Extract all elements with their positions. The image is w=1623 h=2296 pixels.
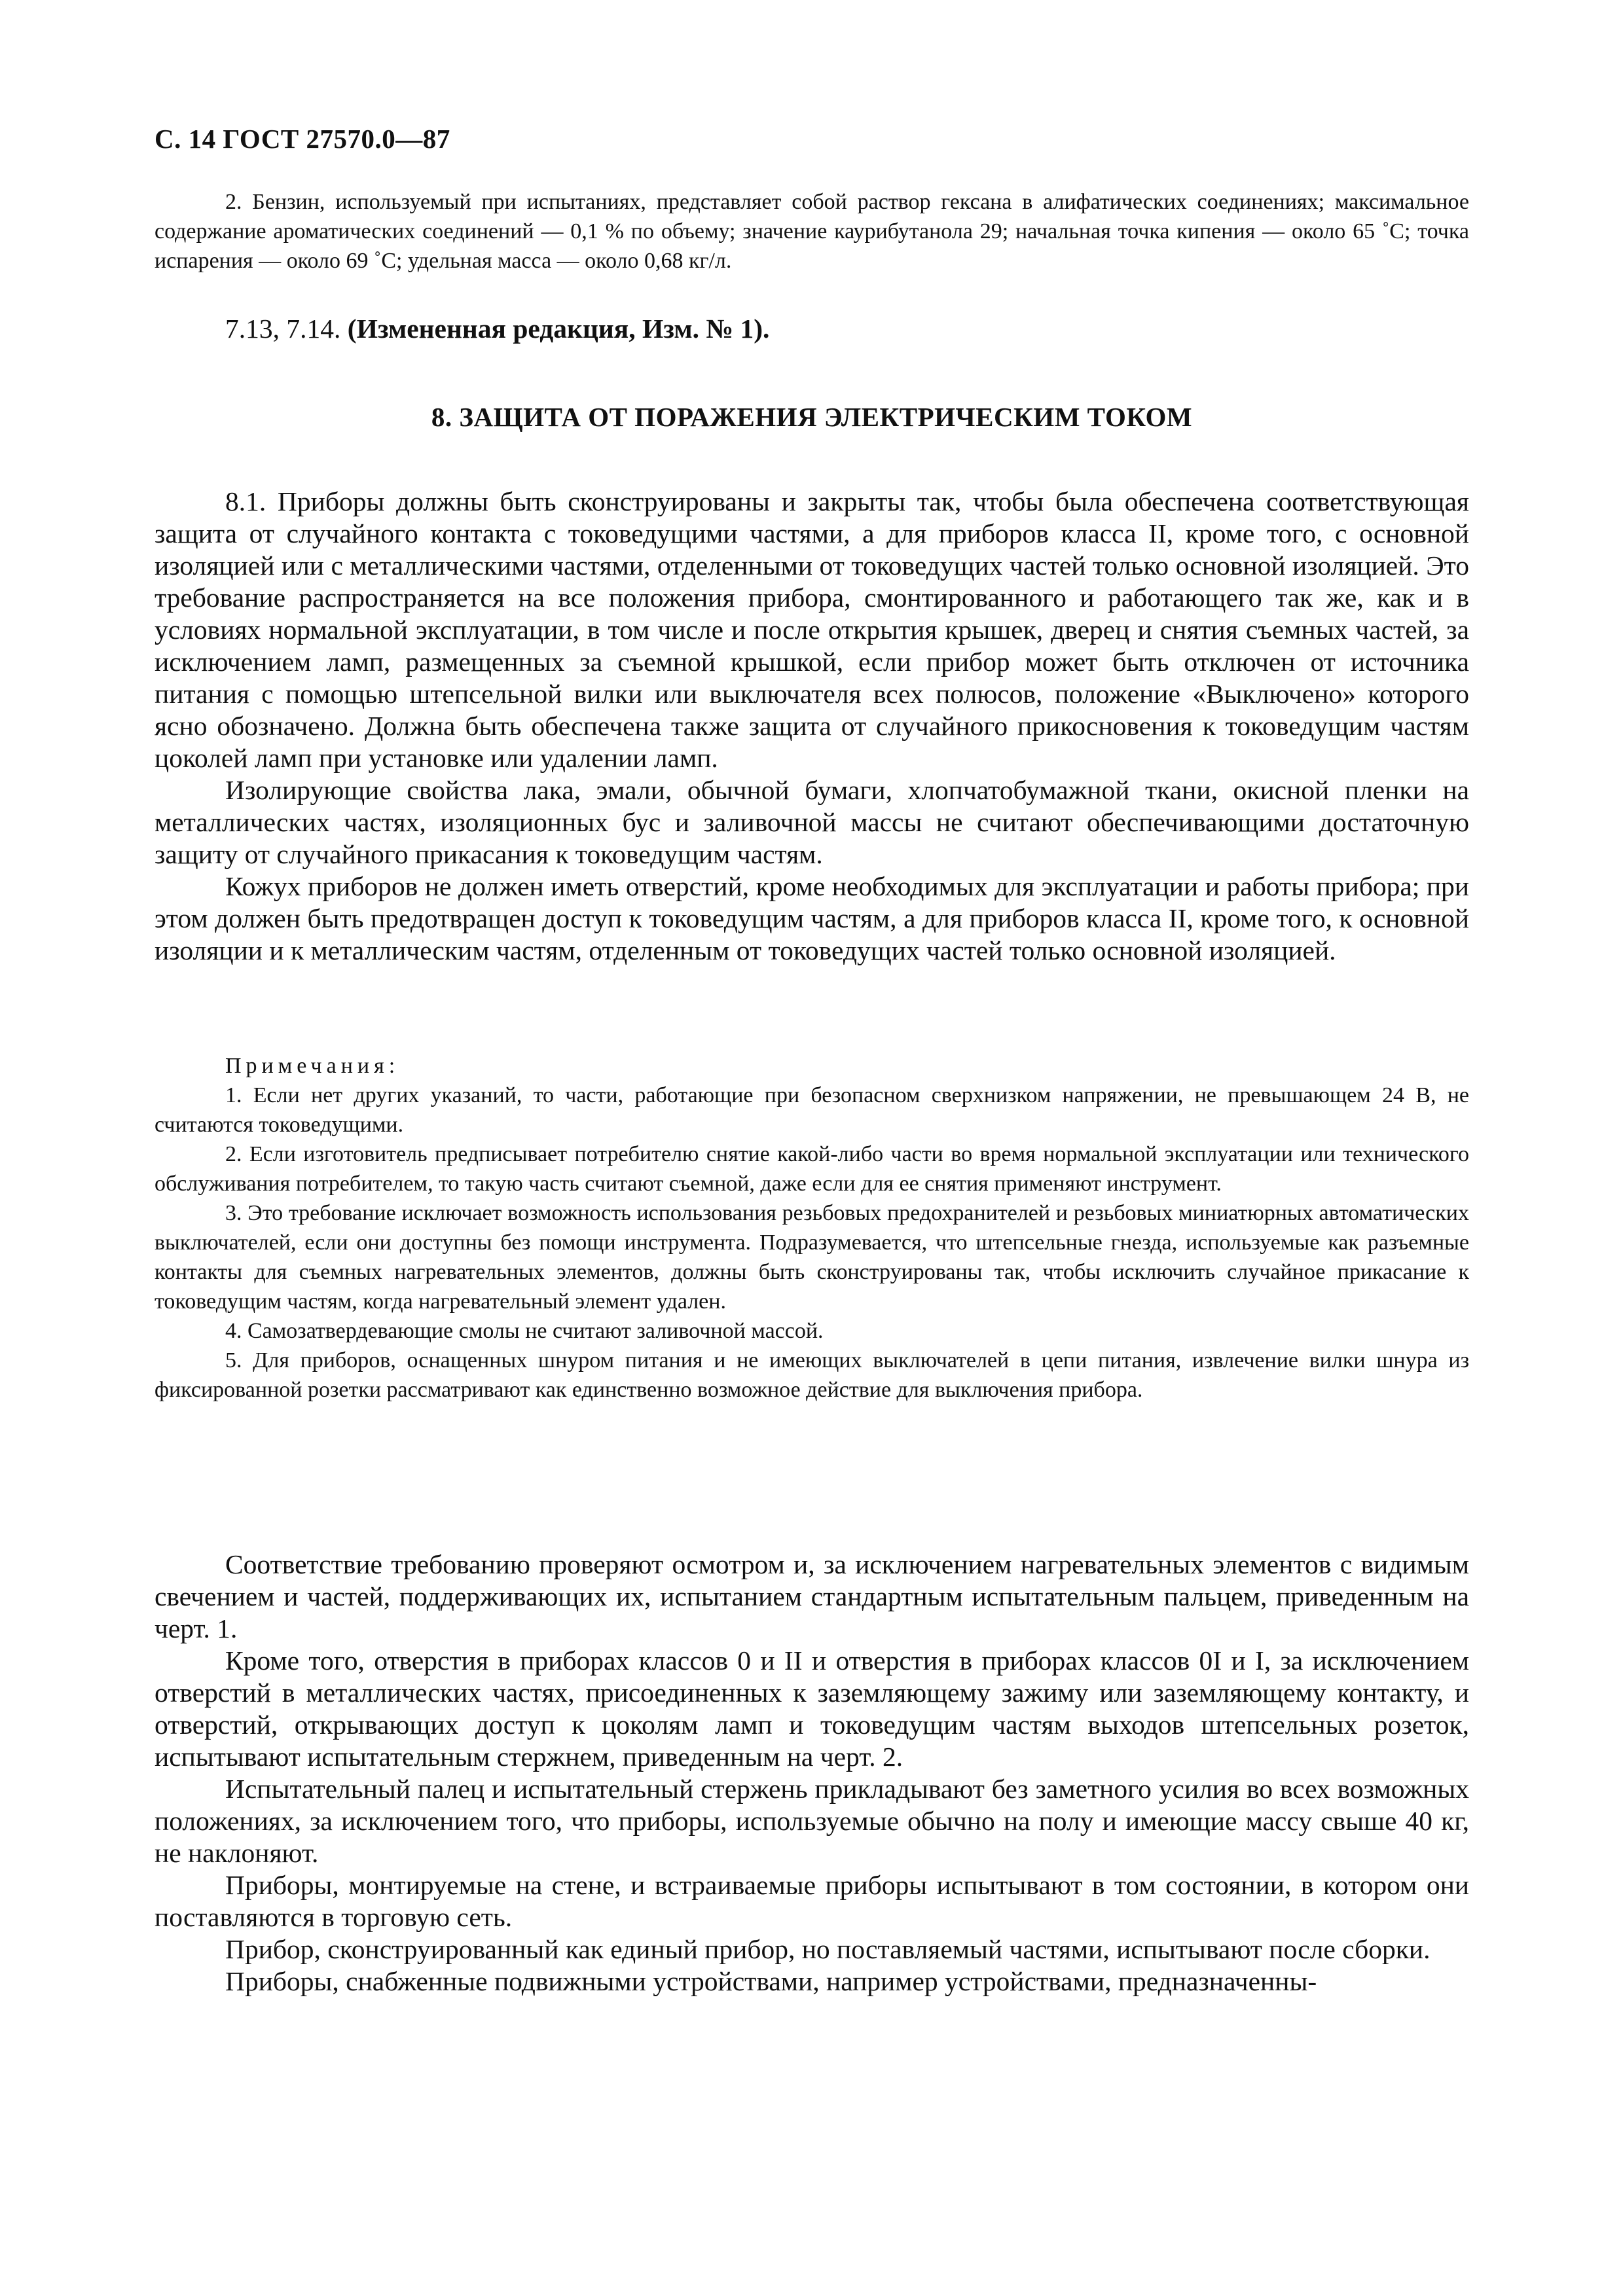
compliance-paragraph: Приборы, снабженные подвижными устройствами, например устройствами, предназначенны-	[225, 1966, 1317, 1996]
compliance-paragraph: Кроме того, отверстия в приборах классов 0 и II и отверстия в приборах классов 0I и I, за исключением отверстий в металлических частях, присоединенных к заземляющему зажиму или заземляющему контакту, и отверстий, открывающих доступ к цоколям ламп и токоведущим частям выходов штепсельных розеток, испытывают испытательным стержнем, приведенным на черт. 2.	[155, 1645, 1469, 1772]
note-item: 5. Для приборов, оснащенных шнуром питания и не имеющих выключателей в цепи питания, извлечение вилки шнура из фиксированной розетки рассматривают как единственно возможное действие для выключения прибора.	[155, 1348, 1469, 1402]
compliance-paragraph: Прибор, сконструированный как единый прибор, но поставляемый частями, испытывают после сборки.	[225, 1934, 1431, 1964]
note-2-text: 2. Бензин, используемый при испытаниях, представляет собой раствор гексана в алифатических соединениях; максимальное содержание ароматических соединений — 0,1 % по объему; значение каурибутанола 29; начальная точка кипения — около 65 ˚С; точка испарения — около 69 ˚С; удельная масса — около 0,68 кг/л.	[155, 190, 1469, 273]
notes-block	[155, 1051, 1469, 1405]
notes-label: Примечания:	[225, 1054, 400, 1078]
note-2-gasoline	[155, 187, 1469, 276]
clause-8-1-paragraph: Изолирующие свойства лака, эмали, обычной бумаги, хлопчатобумажной ткани, окисной пленки на металлических частях, изоляционных бус и заливочной массы не считают обеспечивающими достаточную защиту от случайного прикасания к токоведущим частям.	[155, 775, 1469, 869]
amendment-text: (Измененная редакция, Изм. № 1).	[347, 314, 770, 344]
note-item: 3. Это требование исключает возможность использования резьбовых предохранителей и резьбовых миниатюрных автоматических выключателей, если они доступны без помощи инструмента. Подразумевается, что штепсельные гнезда, используемые как разъемные контакты для съемных нагревательных элементов, должны быть сконструированы так, чтобы исключить случайное прикасание к токоведущим частям, когда нагревательный элемент удален.	[155, 1201, 1469, 1314]
compliance-paragraph: Соответствие требованию проверяют осмотром и, за исключением нагревательных элементов с видимым свечением и частей, поддерживающих их, испытанием стандартным испытательным пальцем, приведенным на черт. 1.	[155, 1549, 1469, 1643]
compliance-block	[155, 1549, 1469, 1998]
note-item: 4. Самозатвердевающие смолы не считают заливочной массой.	[225, 1319, 824, 1343]
clause-8-1	[155, 486, 1469, 967]
compliance-paragraph: Испытательный палец и испытательный стержень прикладывают без заметного усилия во всех возможных положениях, за исключением того, что приборы, используемые обычно на полу и имеющие массу свыше 40 кг, не наклоняют.	[155, 1774, 1469, 1868]
note-item: 2. Если изготовитель предписывает потребителю снятие какой-либо части во время нормальной эксплуатации или технического обслуживания потребителем, то такую часть считают съемной, даже если для ее снятия применяют инструмент.	[155, 1142, 1469, 1196]
clause-8-1-paragraph: 8.1. Приборы должны быть сконструированы и закрыты так, чтобы была обеспечена соответствующая защита от случайного контакта с токоведущими частями, а для приборов класса II, кроме того, с основной изоляцией или с металлическими частями, отделенными от токоведущих частей только основной изоляцией. Это требование распространяется на все положения прибора, смонтированного и работающего так же, как и в условиях нормальной эксплуатации, в том числе и после открытия крышек, дверец и снятия съемных частей, за исключением ламп, размещенных за съемной крышкой, если прибор может быть отключен от источника питания с помощью штепсельной вилки или выключателя всех полюсов, положение «Выключено» которого ясно обозначено. Должна быть обеспечена также защита от случайного прикосновения к токоведущим частям цоколей ламп при установке или удалении ламп.	[155, 486, 1469, 773]
compliance-paragraph: Приборы, монтируемые на стене, и встраиваемые приборы испытывают в том состоянии, в котором они поставляются в торговую сеть.	[155, 1870, 1469, 1932]
section-title: 8. ЗАЩИТА ОТ ПОРАЖЕНИЯ ЭЛЕКТРИЧЕСКИМ ТОКОМ	[431, 402, 1193, 432]
amendment-line	[155, 313, 1469, 344]
page-header: С. 14 ГОСТ 27570.0—87	[155, 124, 450, 154]
clause-8-1-paragraph: Кожух приборов не должен иметь отверстий, кроме необходимых для эксплуатации и работы прибора; при этом должен быть предотвращен доступ к токоведущим частям, а для приборов класса II, кроме того, к основной изоляции и к металлическим частям, отделенным от токоведущих частей только основной изоляцией.	[155, 871, 1469, 965]
amendment-ref: 7.13, 7.14.	[225, 314, 341, 344]
note-item: 1. Если нет других указаний, то части, работающие при безопасном сверхнизком напряжении, не превышающем 24 В, не считаются токоведущими.	[155, 1083, 1469, 1137]
